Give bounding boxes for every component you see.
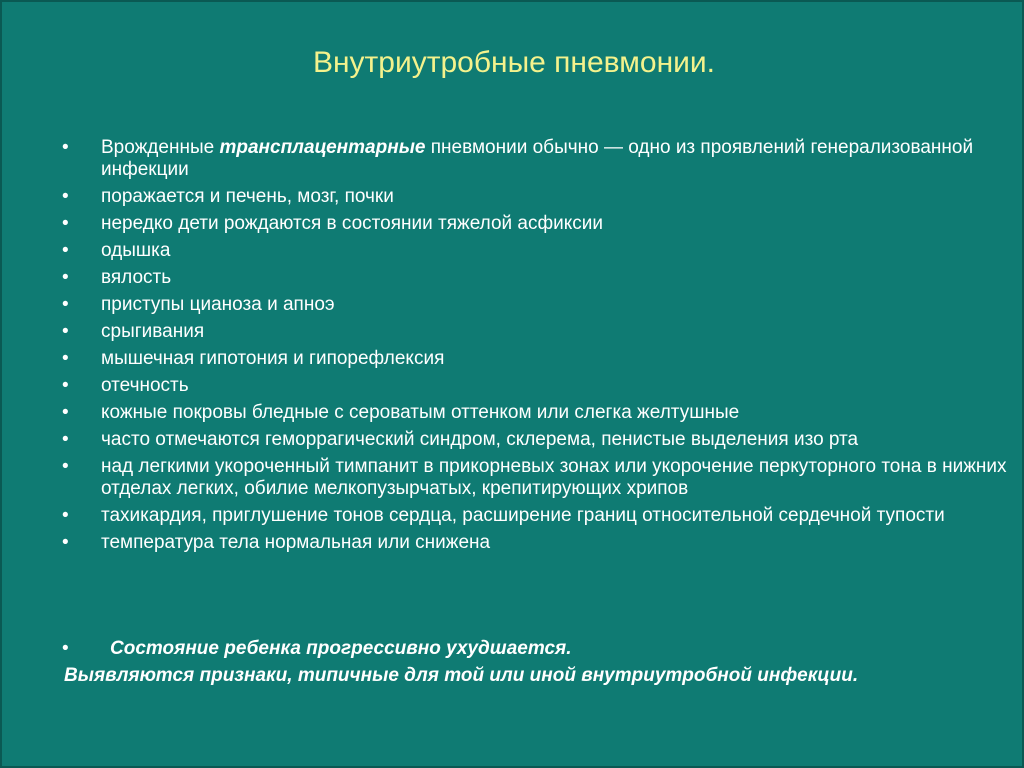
item-text: кожные покровы бледные с сероватым оттенком или слегка желтушные	[101, 402, 740, 423]
item-text: отечность	[101, 375, 189, 396]
bullet: •	[62, 532, 69, 553]
bullet: •	[62, 186, 69, 207]
item-text: часто отмечаются геморрагический синдром, склерема, пенистые выделения изо рта	[101, 429, 859, 450]
list-item	[62, 294, 1017, 316]
item-text: одышка	[101, 240, 171, 261]
list-item	[62, 348, 1017, 370]
item-text: срыгивания	[101, 321, 205, 342]
item-text: над легкими укороченный тимпанит в прикорневых зонах или укорочение перкуторного тона в нижних отделах легких, обилие мелкопузырчатых, крепитирующих хрипов	[101, 456, 1007, 499]
bullet: •	[62, 348, 69, 369]
conclusion-line-1	[62, 635, 1017, 662]
list-item	[62, 267, 1017, 289]
conclusion-text-1: Состояние ребенка прогрессивно ухудшается.	[110, 638, 572, 659]
item-suffix: пневмонии обычно — одно из проявлений генерализованной инфекции	[101, 137, 974, 180]
bullet: •	[62, 321, 69, 342]
list-item	[62, 240, 1017, 262]
bullet: •	[62, 429, 69, 450]
list-item	[62, 137, 1017, 181]
item-text: нередко дети рождаются в состоянии тяжелой асфиксии	[101, 213, 603, 234]
list-item	[62, 456, 1017, 500]
list-item	[62, 213, 1017, 235]
item-text: вялость	[101, 267, 172, 288]
bullet: •	[62, 505, 69, 526]
list-item	[62, 505, 1017, 527]
item-text: поражается и печень, мозг, почки	[101, 186, 394, 207]
slide-title: Внутриутробные пневмонии.	[312, 46, 716, 79]
list-item	[62, 186, 1017, 208]
list-item	[62, 402, 1017, 424]
bullet: •	[62, 213, 69, 234]
item-text: температура тела нормальная или снижена	[101, 532, 491, 553]
conclusion	[62, 635, 1017, 689]
item-emphasis: трансплацентарные	[219, 137, 426, 158]
conclusion-line-2: Выявляются признаки, типичные для той или иной внутриутробной инфекции.	[64, 665, 859, 686]
list-item	[62, 532, 1017, 554]
bullet: •	[62, 267, 69, 288]
bullet: •	[62, 456, 69, 477]
list-item	[62, 429, 1017, 451]
item-text: приступы цианоза и апноэ	[101, 294, 335, 315]
bullet: •	[62, 294, 69, 315]
bullet: •	[62, 375, 69, 396]
item-text: тахикардия, приглушение тонов сердца, расширение границ относительной сердечной тупости	[101, 505, 945, 526]
item-text: мышечная гипотония и гипорефлексия	[101, 348, 445, 369]
item-prefix: Врожденные	[101, 137, 220, 158]
list-item	[62, 321, 1017, 343]
list-item	[62, 375, 1017, 397]
bullet: •	[62, 240, 69, 261]
bullet: •	[62, 137, 69, 158]
bullet: •	[62, 638, 69, 659]
bullet: •	[62, 402, 69, 423]
symptom-list	[62, 137, 1017, 559]
